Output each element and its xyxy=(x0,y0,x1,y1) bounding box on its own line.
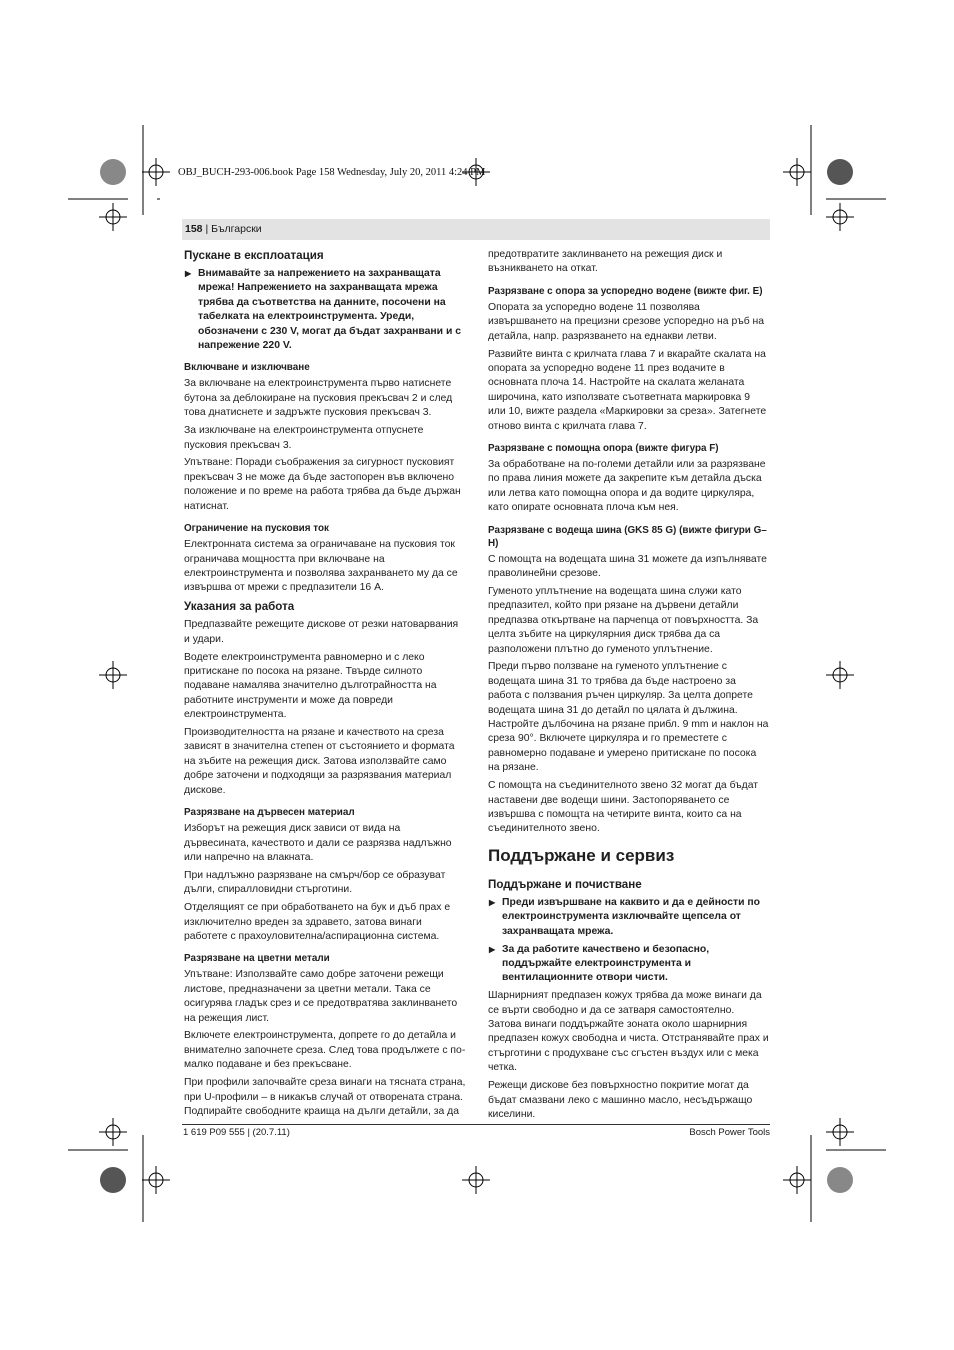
paragraph: С помощта на съединителното звено 32 могат да бъдат наставени две водещи шини. Застопоряването се извършва с помощта на четирите винта, които са на съединителното звено. xyxy=(488,780,759,835)
paragraph: При надлъжно разрязване на смърч/бор се образуват дълги, спиралловидни стърготини. xyxy=(184,869,446,896)
page-number: 158 xyxy=(185,223,203,235)
print-slug: OBJ_BUCH-293-006.book Page 158 Wednesday, July 20, 2011 4:24 PM xyxy=(178,167,486,178)
paragraph: За изключване на електроинструмента отпуснете пусковия прекъсвач 3. xyxy=(184,425,424,451)
paragraph: За обработване на по-големи детайли или за разрязване по права линия можете да закрепите към детайла дъска или летва като помощна опора и да водите циркуляра, като опирате основната плоча към нея. xyxy=(488,458,766,514)
section-heading: Пускане в експлоатация xyxy=(184,249,324,262)
paragraph: Режещи дискове без повърхностно покритие могат да бъдат смазвани леко с машинно масло, несъдържащо киселини. xyxy=(488,1080,753,1120)
paragraph: При профили започвайте среза винаги на тясната страна, при U-профили – в никакъв случай от отворената страна. Подпирайте свободните краища на дълги детайли, за да xyxy=(184,1077,466,1117)
paragraph: Отделящият се при обработването на бук и дъб прах е изключително вреден за здравето, затова винаги работете с прахоуловителна/аспирационна система. xyxy=(184,902,451,942)
paragraph: Шарнирният предпазен кожух трябва да може винаги да се върти свободно и да се затваря самостоятелно. Затова винаги поддържайте зоната около шарнирния предпазен кожух свободна и чиста. Отстранявайте прах и стърготини с продухване със сгъстен въздух или с мека четка. xyxy=(488,990,769,1074)
paragraph: С помощта на водещата шина 31 можете да изпълнявате праволинейни срезове. xyxy=(488,553,767,579)
paragraph: Преди първо ползване на гуменото уплътнение с водещата шина 31 то трябва да бъде настроено за работа с ползвания ръчен циркуляр. За целта допрете водещата шина 31 до детайл по цялата ѝ дължина. Настройте дълбочина на рязане прибл. 9 mm и наклон на среза 90°. Включете циркуляра и го преместете с равномерно подаване и умерено притискане по посока на рязане. xyxy=(488,661,769,774)
section-title: Поддържане и сервиз xyxy=(488,845,675,865)
paragraph: Изборът на режещия диск зависи от вида на дървесината, качеството и дали се разрязва надлъжно или напречно на влакната. xyxy=(184,823,452,863)
paragraph: Включете електроинструмента, допрете го до детайла и внимателно започнете среза. След това продължете с по-малко подаване и без прекъсване. xyxy=(184,1030,466,1071)
paragraph: Упътване: Поради съображения за сигурност пусковият прекъсвач 3 не може да бъде застопорен във включено положение и по време на работа трябва да бъде държан натиснат. xyxy=(184,457,461,512)
right-column xyxy=(488,248,770,1126)
header-separator: | xyxy=(202,223,212,235)
subheading: Разрязване с опора за успоредно водене (вижте фиг. E) xyxy=(488,285,763,297)
subheading: Ограничение на пусковия ток xyxy=(184,523,329,535)
paragraph: Гуменото уплътнение на водещата шина служи като предпазител, който при рязане на дървени детайли предпазва откъртване на парчеnца от повърхността. За целта зъбите на циркулярния диск трябва да са разположени плътно до гуменото уплътнение. xyxy=(488,585,759,655)
paragraph: Производителността на рязане и качеството на среза зависят в значителна степен от състоянието и формата на зъбите на режещия диск. Затова използвайте само добре заточени и подходящи за разрязвания материал дискове. xyxy=(184,727,455,796)
paragraph: Водете електроинструмента равномерно и с леко притискане по посока на рязане. Твърде силното подаване намалява значително дълготрайността на работните инструменти и може да повреди електроинструмента. xyxy=(184,651,437,721)
section-heading: Поддържане и почистване xyxy=(488,877,642,891)
paragraph: Предпазвайте режещите дискове от резки натоварвания и удари. xyxy=(184,619,459,645)
footer-doc-number: 1 619 P09 555 | (20.7.11) xyxy=(183,1127,290,1138)
paragraph: предотвратите заклинването на режещия диск и възникването на откат. xyxy=(488,249,723,275)
paragraph: Опората за успоредно водене 11 позволява извършването на прецизни срезове успоредно на ръб на детайла, напр. разрязването на еднакви летви. xyxy=(488,301,765,342)
subheading: Разрязване на цветни метали xyxy=(184,953,330,965)
left-column xyxy=(184,248,466,1123)
warning-bullet: ▶ Преди извършване на каквито и да е дейности по електроинструмента изключвайте щепсела от захранващата мрежа. xyxy=(488,896,770,939)
paragraph: Електронната система за ограничаване на пусковия ток ограничава мощността при включване на електроинструмента и позволява захранването му да се извършва от мрежи с предпазители 16 A. xyxy=(184,539,458,594)
footer-rule xyxy=(182,1124,770,1125)
section-heading: Указания за работа xyxy=(184,600,295,614)
paragraph: Развийте винта с крилчата глава 7 и вкарайте скалата на опората за успоредно водене 11 през водачите в основната плоча 14. Настройте на скалата желаната широчина, като използвате съответната маркировка 9 или 10, вижте раздела «Маркировки за среза». Затегнете отново винта с крилчата глава 7. xyxy=(488,348,767,432)
header-language: Български xyxy=(211,223,262,235)
subheading: Разрязване с помощна опора (вижте фигура F) xyxy=(488,442,719,454)
subheading: Включване и изключване xyxy=(184,362,310,374)
page-header xyxy=(182,219,770,240)
subheading: Разрязване на дървесен материал xyxy=(184,807,355,819)
warning-bullet: ▶ За да работите качествено и безопасно, поддържайте електроинструмента и вентилационните отвори чисти. xyxy=(488,943,770,986)
paragraph: За включване на електроинструмента първо натиснете бутона за деблокиране на пусковия прекъсвач 2 и след това днатиснете и задръжте пусковия прекъсвач 3. xyxy=(184,378,453,419)
subheading: Разрязване с водеща шина (GKS 85 G) (вижте фигури G–H) xyxy=(488,524,767,549)
footer-brand: Bosch Power Tools xyxy=(689,1127,770,1138)
warning-bullet: ▶ Внимавайте за напрежението на захранващата мрежа! Напрежението на захранващата мрежа трябва да съответства на данните, посочени на табелката на електроинструмента. Уреди, обозначени с 230 V, могат да бъдат захранвани и с напрежение 220 V. xyxy=(184,267,466,353)
paragraph: Упътване: Използвайте само добре заточени режещи листове, предназначени за цветни метали. Така се осигурява гладък срез и се предотвратява заклинването на режещия лист. xyxy=(184,969,458,1024)
